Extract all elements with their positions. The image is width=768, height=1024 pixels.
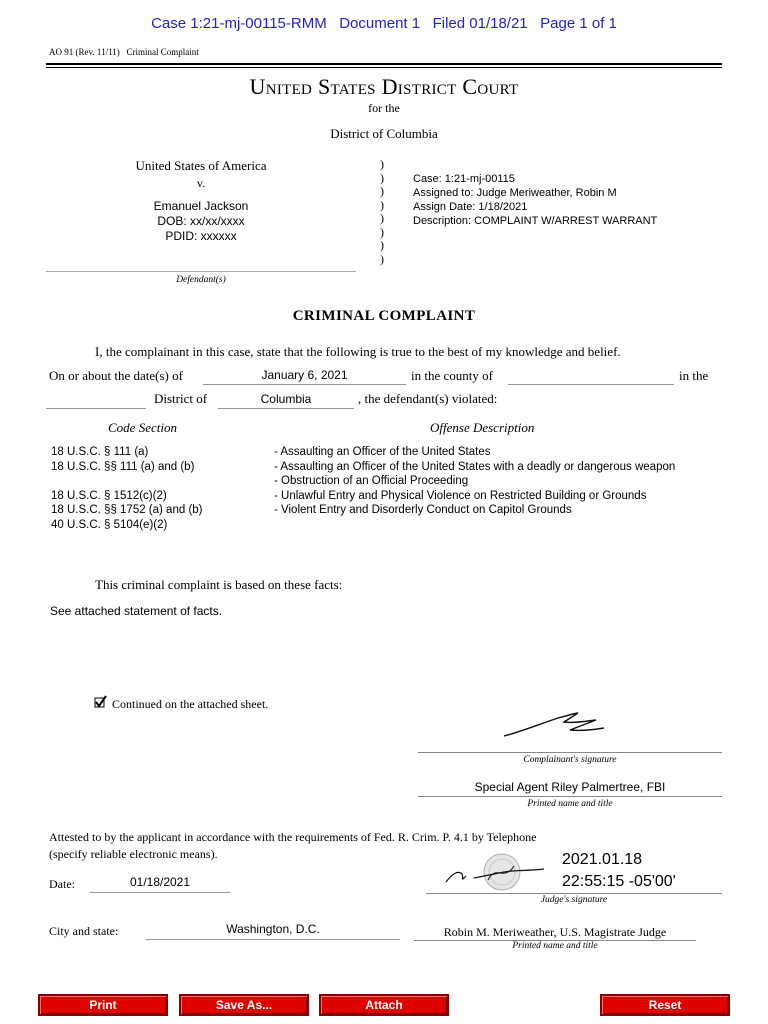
plaintiff: United States of America (135, 158, 267, 173)
versus: v. (196, 176, 206, 190)
complainant-signature-image (500, 708, 610, 749)
city-field[interactable]: Washington, D.C. (146, 922, 400, 940)
court-district: District of Columbia (330, 126, 438, 141)
facts-label: This criminal complaint is based on these facts: (95, 577, 343, 592)
case-stamp: Case 1:21-mj-00115-RMM Document 1 Filed 01/18/21 Page 1 of 1 (151, 15, 617, 32)
code-item: 18 U.S.C. § 1512(c)(2) (51, 489, 167, 502)
case-info (413, 172, 657, 228)
header-rule-thin (46, 67, 722, 68)
court-title: United States District Court (249, 74, 519, 99)
assign-date: Assign Date: 1/18/2021 (413, 201, 528, 213)
attach-button[interactable]: Attach (319, 994, 449, 1016)
judge-printed-label: Printed name and title (512, 941, 598, 951)
district-prefix-field[interactable] (46, 392, 146, 409)
offense-list (274, 445, 694, 518)
paren: ) (380, 170, 384, 185)
form-code: AO 91 (Rev. 11/11) Criminal Complaint (49, 47, 199, 57)
print-button[interactable]: Print (38, 994, 168, 1016)
caption-parens (380, 158, 384, 266)
violated-label: , the defendant(s) violated: (358, 391, 498, 406)
complainant-name[interactable]: Special Agent Riley Palmertree, FBI (474, 780, 666, 794)
code-spacer (51, 474, 203, 489)
defendant-dob: DOB: xx/xx/xxxx (157, 214, 245, 228)
checkmark-icon (94, 695, 108, 709)
judge-signature-image (444, 852, 560, 897)
paren: ) (380, 251, 384, 266)
case-number: Case: 1:21-mj-00115 (413, 173, 515, 185)
complainant-sig-label: Complainant's signature (523, 755, 617, 765)
reset-button[interactable]: Reset (600, 994, 730, 1016)
facts-value[interactable]: See attached statement of facts. (50, 604, 223, 618)
judge-sig-label: Judge's signature (540, 895, 608, 905)
offense-description-header: Offense Description (430, 420, 535, 435)
digital-sig-time: 22:55:15 -05'00' (562, 873, 676, 890)
defendant-name: Emanuel Jackson (153, 199, 249, 213)
code-list (51, 445, 203, 532)
header-rule (46, 63, 722, 65)
continued-checkbox[interactable] (94, 695, 106, 707)
county-field[interactable] (508, 368, 674, 385)
date-label: Date: (49, 877, 75, 891)
offense-item: - Unlawful Entry and Physical Violence on Restricted Building or Grounds (274, 489, 647, 502)
city-label: City and state: (49, 924, 119, 938)
paren: ) (380, 224, 384, 239)
complainant-name-line (418, 796, 722, 797)
offense-item: - Obstruction of an Official Proceeding (274, 475, 469, 487)
complaint-intro: I, the complainant in this case, state that the following is true to the best of my knowledge and belief. (95, 344, 621, 359)
code-item: 18 U.S.C. §§ 1752 (a) and (b) (51, 504, 203, 516)
continued-label: Continued on the attached sheet. (112, 697, 269, 711)
paren: ) (380, 157, 384, 171)
offense-item: - Assaulting an Officer of the United States with a deadly or dangerous weapon (274, 460, 676, 473)
code-section-header: Code Section (108, 420, 177, 435)
district-of-label: District of (154, 391, 208, 406)
complaint-heading: CRIMINAL COMPLAINT (292, 308, 476, 324)
save-as-button[interactable]: Save As... (179, 994, 309, 1016)
judge-name[interactable]: Robin M. Meriweather, U.S. Magistrate Judge (443, 925, 667, 939)
judge-sig-line (426, 893, 722, 894)
date-field[interactable]: 01/18/2021 (90, 875, 230, 893)
attestation-text: Attested to by the applicant in accordance with the requirements of Fed. R. Crim. P. 4.1 by Telephone (specify reliable electronic means). (49, 830, 537, 861)
code-item: 18 U.S.C. § 111 (a) (51, 446, 149, 458)
defendant-line (46, 271, 356, 272)
paren: ) (380, 184, 384, 198)
offense-item: - Violent Entry and Disorderly Conduct on Capitol Grounds (274, 504, 572, 516)
paren: ) (380, 211, 384, 225)
defendant-pdid: PDID: xxxxxx (165, 229, 237, 243)
district-field[interactable]: Columbia (218, 392, 354, 409)
code-item: 18 U.S.C. §§ 111 (a) and (b) (51, 460, 195, 473)
complainant-sig-line (418, 752, 722, 753)
case-description: Description: COMPLAINT W/ARREST WARRANT (413, 215, 658, 227)
in-the-label: in the (679, 368, 709, 383)
offense-date-field[interactable]: January 6, 2021 (203, 368, 406, 385)
digital-sig-date: 2021.01.18 (562, 851, 643, 868)
defendant-label: Defendant(s) (176, 275, 226, 285)
offense-item: - Assaulting an Officer of the United States (274, 446, 491, 458)
on-or-about-label: On or about the date(s) of (49, 368, 183, 383)
code-item: 40 U.S.C. § 5104(e)(2) (51, 518, 168, 531)
paren: ) (380, 238, 384, 252)
complainant-printed-label: Printed name and title (527, 799, 613, 809)
court-for: for the (368, 101, 400, 115)
county-label: in the county of (411, 368, 493, 383)
assigned-to: Assigned to: Judge Meriweather, Robin M (413, 187, 617, 199)
paren: ) (380, 197, 384, 212)
